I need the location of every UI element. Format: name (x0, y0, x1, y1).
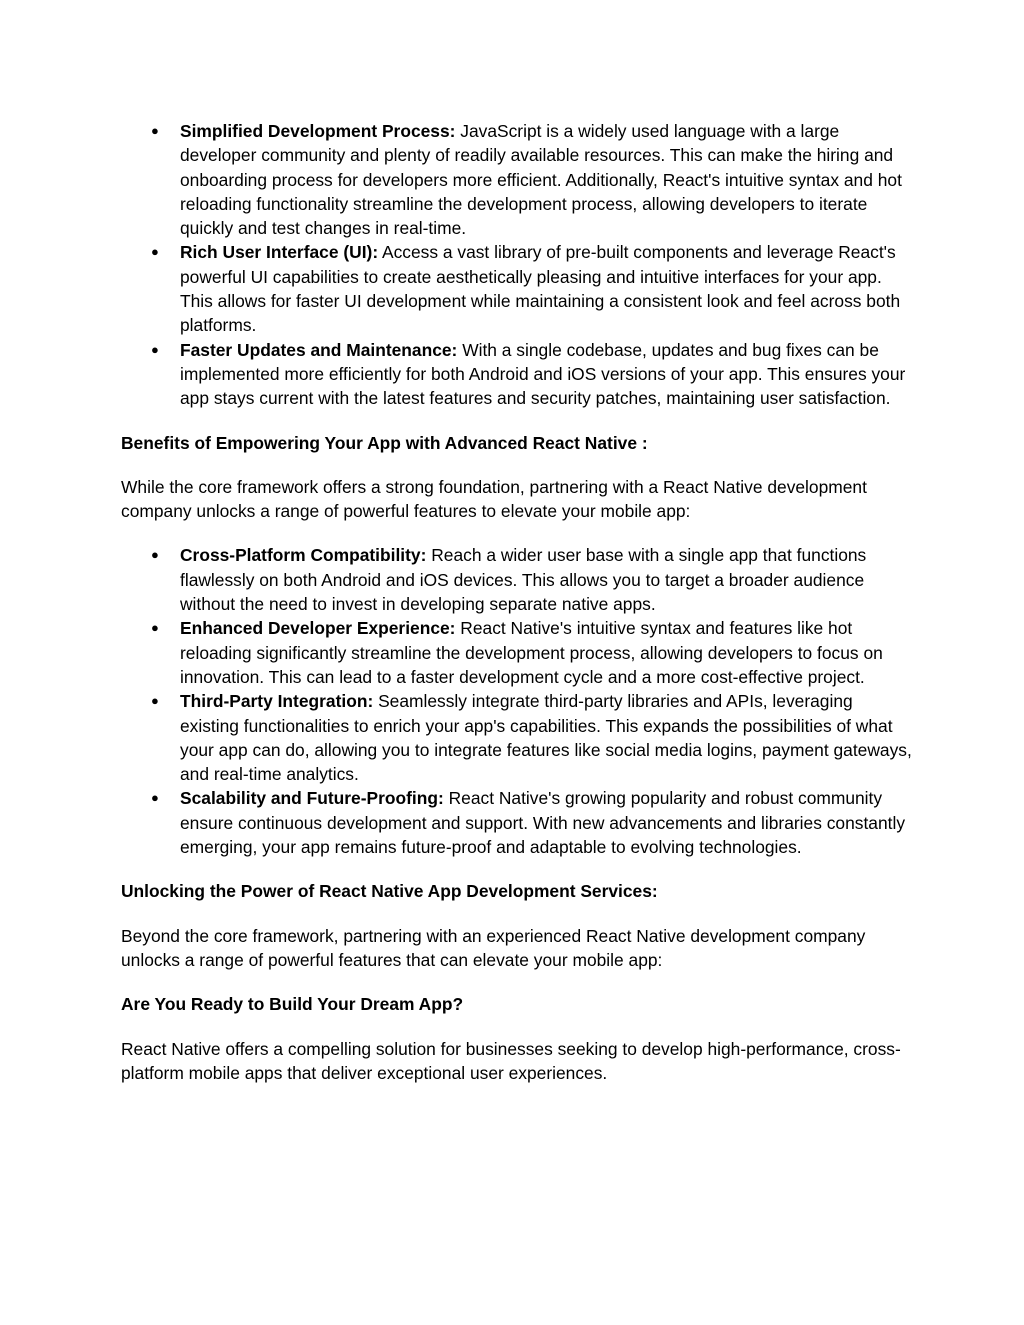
list-item-term: Third-Party Integration: (180, 691, 374, 712)
list-item-text: JavaScript is a widely used language with a large developer community and plenty of readily available resources. This can make the hiring and onboarding process for developers more efficient. Additionally, React's intuitive syntax and hot reloading functionality streamline the development process, allowing developers to iterate quickly and test changes in real-time. (180, 121, 902, 239)
list-item-term: Simplified Development Process: (180, 121, 456, 141)
section-heading-unlocking: Unlocking the Power of React Native App Development Services: (121, 881, 658, 902)
paragraph-benefits: While the core framework offers a strong foundation, partnering with a React Native development company unlocks a range of powerful features to elevate your mobile app: (121, 476, 867, 522)
list-item (151, 240, 914, 337)
list-item (151, 338, 914, 411)
bullet-icon: ● (151, 341, 159, 357)
list-item-term: Cross-Platform Compatibility: (180, 545, 427, 566)
list-item (151, 543, 914, 616)
list-item-term: Enhanced Developer Experience: (180, 618, 456, 639)
list-item-text: React Native's intuitive syntax and features like hot reloading significantly streamline the development process, allowing developers to focus on innovation. This can lead to a faster development cycle and a more cost-effective project. (180, 618, 883, 687)
list-item-text: Reach a wider user base with a single app that functions flawlessly on both Android and iOS devices. This allows you to target a broader audience without the need to invest in developing separate native apps. (180, 545, 867, 615)
section-heading-benefits: Benefits of Empowering Your App with Advanced React Native : (121, 432, 648, 453)
benefits-list (121, 543, 914, 859)
list-item (151, 616, 914, 689)
list-item (151, 786, 914, 859)
list-item-term: Rich User Interface (UI): (180, 242, 379, 263)
list-item (151, 119, 914, 240)
bullet-icon: ● (151, 244, 159, 260)
bullet-icon: ● (151, 547, 159, 563)
bullet-icon: ● (151, 693, 159, 709)
list-item-text: React Native's growing popularity and robust community ensure continuous development and support. With new advancements and libraries constantly emerging, your app remains future-proof and adaptable to evolving technologies. (180, 788, 906, 858)
list-item-text: With a single codebase, updates and bug fixes can be implemented more efficiently for both Android and iOS versions of your app. This ensures your app stays current with the latest features and security patches, maintaining user satisfaction. (180, 339, 906, 409)
list-item (151, 689, 914, 786)
list-item-text: Access a vast library of pre-built components and leverage React's powerful UI capabilities to create aesthetically pleasing and intuitive interfaces for your app. This allows for faster UI development while maintaining a consistent look and feel across both platforms. (180, 242, 901, 336)
section-heading-ready: Are You Ready to Build Your Dream App? (121, 994, 464, 1015)
bullet-icon: ● (151, 790, 159, 806)
list-item-text: Seamlessly integrate third-party libraries and APIs, leveraging existing functionalities to enrich your app's capabilities. This expands the possibilities of what your app can do, allowing you to integrate features like social media logins, payment gateways, and real-time analytics. (180, 691, 912, 785)
bullet-icon: ● (151, 620, 159, 636)
advantages-list (121, 119, 914, 411)
bullet-icon: ● (151, 123, 159, 138)
list-item-term: Faster Updates and Maintenance: (180, 339, 458, 360)
paragraph-ready: React Native offers a compelling solution for businesses seeking to develop high-performance, cross-platform mobile apps that deliver exceptional user experiences. (121, 1038, 901, 1083)
list-item-term: Scalability and Future-Proofing: (180, 788, 444, 809)
paragraph-unlocking: Beyond the core framework, partnering with an experienced React Native development company unlocks a range of powerful features that can elevate your mobile app: (121, 925, 866, 970)
